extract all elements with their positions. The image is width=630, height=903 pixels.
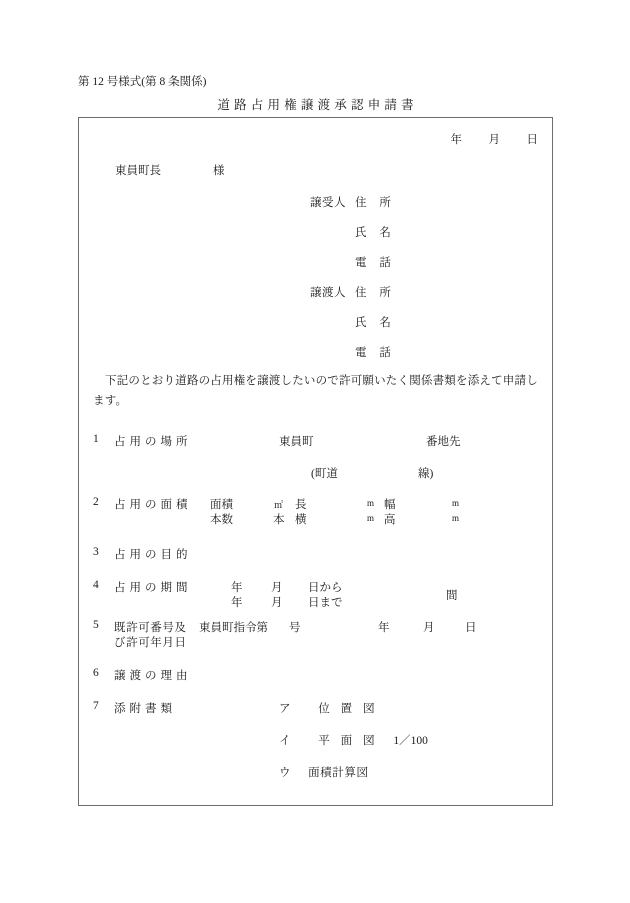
item-5-label-line1: 既許可番号及 [114,622,187,634]
attachment-c-marker: ウ [279,767,292,779]
item-2-count-label: 本数 [210,514,233,526]
item-2-label: 占用の面積 [114,499,192,511]
addressee-line [115,162,225,178]
attachment-a-name: 位 置 図 [318,703,379,715]
item-1-label: 占用の場所 [114,436,192,448]
item-4-from-year: 年 [231,582,243,594]
item-3-label: 占用の目的 [114,549,192,561]
item-2-width-label: 幅 [384,499,396,511]
item-5-order-prefix: 東員町指令第 [199,622,268,634]
application-form-box [78,117,553,806]
item-7-number: 7 [93,700,99,712]
transferee-phone-label: 電 話 [355,257,396,269]
item-1-banchi-label: 番地先 [426,436,461,448]
item-6-label: 譲渡の理由 [114,670,192,682]
item-1-road-close: 線) [418,468,434,480]
transferor-role-label: 譲渡人 [310,287,346,299]
item-5-date-year: 年 [378,622,390,634]
attachment-item-c [279,764,369,780]
document-title: 道路占用権譲渡承認申請書 [217,98,418,112]
transferor-address-label: 住 所 [355,287,396,299]
attachment-item-b [279,732,428,748]
attachment-b-scale: 1／100 [393,735,428,747]
item-4-to-year: 年 [231,597,243,609]
item-2-height-unit: m [452,513,460,523]
item-2-width-unit: m [452,498,460,508]
item-2-count-unit: 本 [273,514,285,526]
transferor-name-label: 氏 名 [355,317,396,329]
item-2-area-label: 面積 [210,499,233,511]
item-4-from-day: 日から [308,582,343,594]
item-6-number: 6 [93,667,99,679]
item-2-area-unit: ㎡ [274,500,284,510]
item-3-number: 3 [93,546,99,558]
item-4-duration-unit: 間 [446,590,458,602]
transferee-role-label: 譲受人 [310,197,346,209]
item-1-road-open: (町道 [311,468,338,480]
item-4-number: 4 [93,579,99,591]
transferee-address-label: 住 所 [355,197,396,209]
attachment-b-name: 平 面 図 [318,735,379,747]
addressee-honorific: 様 [213,165,225,177]
item-2-side-label: 横 [295,514,307,526]
attachment-c-name: 面積計算図 [308,767,369,779]
item-4-to-month: 月 [271,597,283,609]
item-5-order-suffix: 号 [289,622,301,634]
addressee-name: 東員町長 [115,165,161,177]
item-5-date-month: 月 [423,622,435,634]
item-4-label: 占用の期間 [114,582,192,594]
item-5-label-line2: び許可年月日 [114,637,187,649]
lead-paragraph: 下記のとおり道路の占用権を譲渡したいので許可願いたく関係書類を添えて申請します。 [93,375,538,407]
submission-date-line [451,131,539,147]
date-year-label: 年 [450,134,462,146]
item-2-length-label: 長 [295,499,307,511]
item-4-from-month: 月 [271,582,283,594]
item-2-height-label: 高 [384,514,396,526]
attachment-a-marker: ア [279,703,295,715]
item-2-length-unit: m [367,498,375,508]
attachment-item-a [279,700,379,716]
item-1-number: 1 [93,433,99,445]
item-5-date-day: 日 [465,622,477,634]
attachment-b-marker: イ [279,735,295,747]
item-4-to-day: 日まで [308,597,343,609]
transferor-phone-label: 電 話 [355,347,396,359]
item-5-number: 5 [93,619,99,631]
date-day-label: 日 [526,134,538,146]
item-7-label: 添附書類 [114,703,176,715]
transferee-name-label: 氏 名 [355,227,396,239]
item-1-town-value: 東員町 [279,436,314,448]
form-number: 第 12 号様式(第 8 条関係) [78,76,207,88]
item-2-number: 2 [93,496,99,508]
item-2-side-unit: m [367,513,375,523]
date-month-label: 月 [488,134,500,146]
